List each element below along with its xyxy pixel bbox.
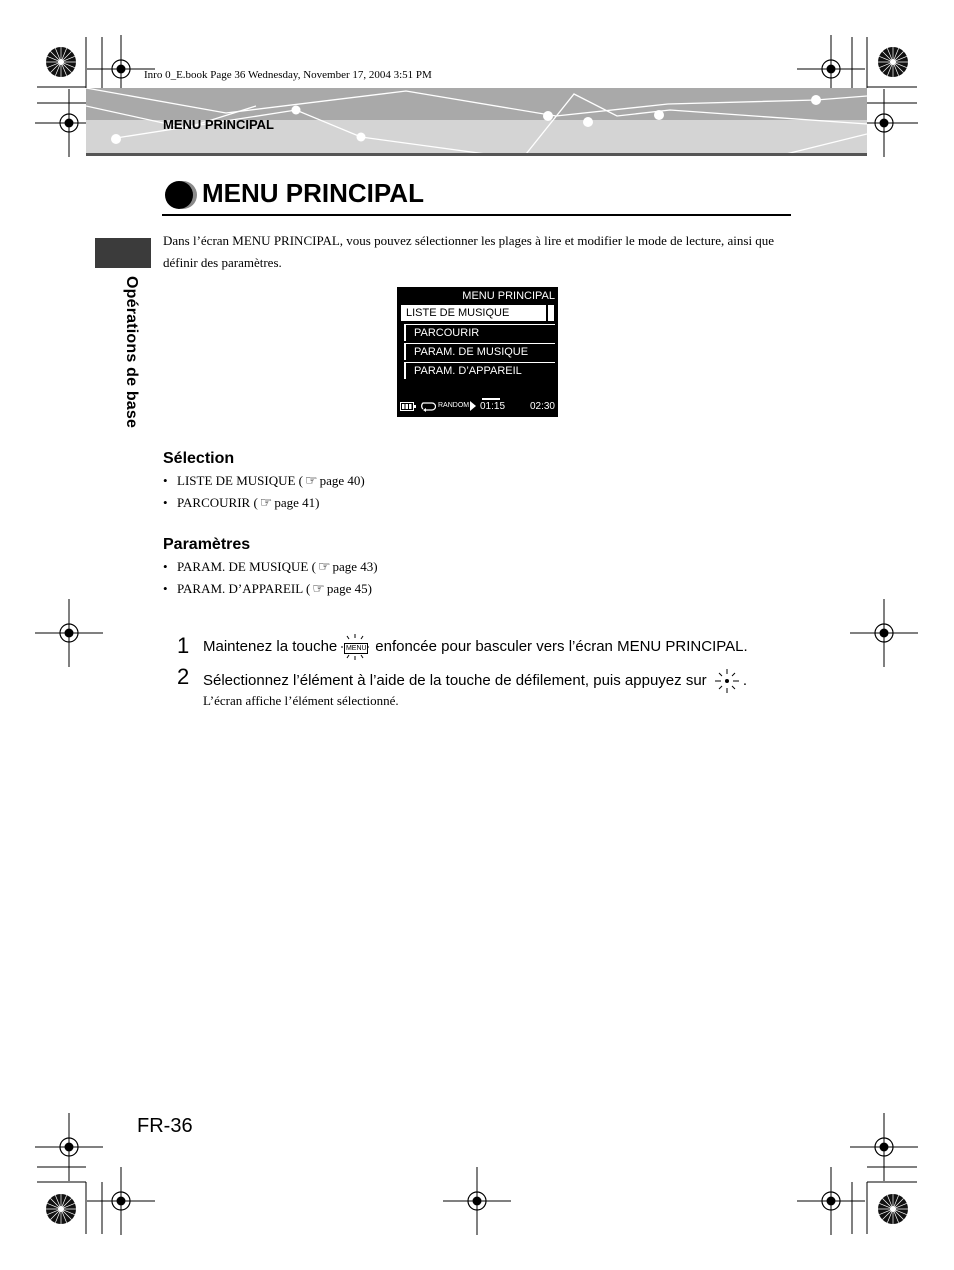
screen-title: MENU PRINCIPAL: [462, 290, 555, 302]
enter-key-icon: [713, 668, 741, 694]
page-ref-icon: ☞: [305, 473, 318, 489]
total-time: 02:30: [529, 401, 555, 412]
item-label: PARAM. DE MUSIQUE (: [177, 559, 316, 574]
title-rule: [162, 214, 791, 216]
step-text: [203, 668, 747, 694]
item-ref: page 40): [319, 473, 365, 488]
screen-item: PARAM. D’APPAREIL: [404, 362, 555, 379]
title-bullet-icon: [165, 181, 193, 209]
menu-key-icon: [341, 637, 369, 657]
step-text-before: Maintenez la touche: [203, 637, 338, 655]
page-ref-icon: ☞: [312, 581, 325, 597]
page-number: FR-36: [137, 1115, 193, 1137]
screen-item: PARAM. DE MUSIQUE: [404, 343, 555, 360]
page-ref-icon: ☞: [259, 495, 273, 511]
item-label: PARAM. D’APPAREIL (: [177, 581, 311, 596]
menu-key-label: MENU: [345, 645, 367, 652]
page-ref-icon: ☞: [317, 559, 331, 575]
item-label: LISTE DE MUSIQUE (: [177, 473, 304, 488]
battery-icon: [400, 402, 416, 411]
screen-item-selected: LISTE DE MUSIQUE: [401, 305, 546, 321]
device-screen: [397, 287, 558, 417]
side-tab-marker: [95, 238, 151, 268]
selection-item: • PARCOURIR ( ☞ page 41): [163, 495, 320, 511]
step-number: 2: [177, 664, 190, 689]
file-info: Inro 0_E.book Page 36 Wednesday, November 17, 2004 3:51 PM: [144, 69, 432, 81]
page-title: MENU PRINCIPAL: [202, 178, 424, 208]
step-text: [203, 637, 748, 657]
item-ref: page 43): [332, 559, 378, 574]
step-text-after: .: [742, 671, 747, 689]
item-label: PARCOURIR (: [177, 495, 258, 510]
screen-status-bar: [398, 398, 557, 415]
step-text-after: enfoncée pour basculer vers l’écran MENU PRINCIPAL.: [375, 637, 748, 655]
step-text-before: Sélectionnez l’élément à l’aide de la touche de défilement, puis appuyez sur: [203, 671, 707, 689]
play-icon: [470, 401, 476, 411]
header-rule: [86, 153, 867, 156]
parametres-item: • PARAM. DE MUSIQUE ( ☞ page 43): [163, 559, 378, 575]
step-note: L’écran affiche l’élément sélectionné.: [203, 693, 399, 708]
elapsed-time: 01:15: [480, 401, 506, 412]
selection-heading: Sélection: [163, 450, 235, 467]
item-ref: page 41): [274, 495, 320, 510]
repeat-icon: [420, 401, 436, 412]
side-tab-label: Opérations de base: [123, 276, 140, 429]
mode-label: RANDOM: [438, 402, 470, 409]
screen-item: PARCOURIR: [404, 324, 555, 341]
screen-scrollbar: [548, 305, 554, 321]
step-number: 1: [177, 633, 190, 658]
header-section-label: MENU PRINCIPAL: [163, 117, 274, 132]
parametres-item: • PARAM. D’APPAREIL ( ☞ page 45): [163, 581, 372, 597]
parametres-heading: Paramètres: [163, 536, 251, 553]
intro-paragraph: Dans l’écran MENU PRINCIPAL, vous pouvez sélectionner les plages à lire et modifier le mode de lecture, ainsi que définir des paramètres.: [163, 233, 775, 270]
selection-item: • LISTE DE MUSIQUE ( ☞ page 40): [163, 473, 365, 489]
item-ref: page 45): [326, 581, 372, 596]
